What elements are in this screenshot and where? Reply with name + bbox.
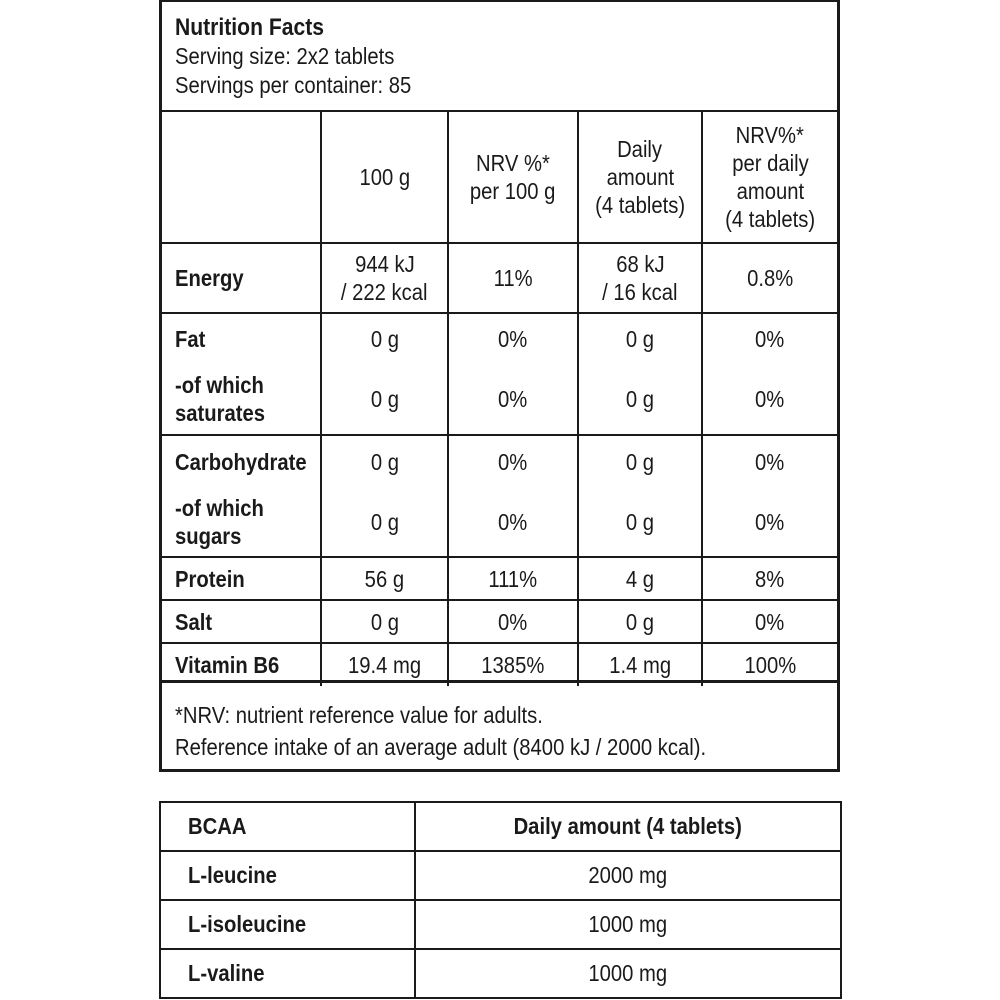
table-cell: 111% — [448, 557, 578, 600]
row-label: Vitamin B6 — [162, 643, 321, 686]
table-cell: 4 g — [578, 557, 702, 600]
footnote-line: Reference intake of an average adult (8400 kJ / 2000 kcal). — [175, 734, 707, 760]
nutrition-table — [162, 112, 837, 686]
column-header: Daily amount (4 tablets) — [578, 112, 702, 243]
table-row — [162, 557, 837, 600]
nrv-footnote — [162, 680, 837, 770]
table-row — [162, 435, 837, 487]
table-cell: 8% — [702, 557, 837, 600]
nutrition-title: Nutrition Facts — [175, 14, 325, 41]
table-cell: 68 kJ / 16 kcal — [578, 243, 702, 313]
table-row — [160, 851, 841, 900]
table-cell: 0% — [702, 313, 837, 363]
bcaa-name-cell: L-valine — [160, 949, 415, 998]
bcaa-name-cell: L-isoleucine — [160, 900, 415, 949]
footnote-line: *NRV: nutrient reference value for adults. — [175, 702, 543, 728]
serving-size: Serving size: 2x2 tablets — [175, 43, 395, 69]
table-row — [162, 487, 837, 557]
table-cell: 0% — [448, 313, 578, 363]
table-row — [160, 949, 841, 998]
servings-per-container: Servings per container: 85 — [175, 72, 412, 98]
table-cell: 0% — [702, 435, 837, 487]
nutrition-facts-panel — [159, 0, 840, 772]
table-cell: 11% — [448, 243, 578, 313]
bcaa-table — [159, 801, 842, 999]
table-cell: 0% — [702, 363, 837, 435]
column-header: 100 g — [321, 112, 448, 243]
bcaa-header-row — [160, 802, 841, 851]
table-cell: 0% — [448, 363, 578, 435]
table-cell: 56 g — [321, 557, 448, 600]
table-cell: 0% — [448, 435, 578, 487]
bcaa-value-cell: 1000 mg — [415, 949, 841, 998]
table-row — [162, 313, 837, 363]
table-cell: 1385% — [448, 643, 578, 686]
nutrition-table-header-row — [162, 112, 837, 243]
table-cell: 0.8% — [702, 243, 837, 313]
row-label: Salt — [162, 600, 321, 643]
table-cell: 0 g — [321, 435, 448, 487]
row-label: Protein — [162, 557, 321, 600]
header-empty-cell — [162, 112, 321, 243]
table-cell: 944 kJ / 222 kcal — [321, 243, 448, 313]
table-cell: 0% — [448, 487, 578, 557]
table-cell: 19.4 mg — [321, 643, 448, 686]
row-label: -of which saturates — [175, 371, 266, 426]
table-cell: 0 g — [578, 435, 702, 487]
table-row — [162, 363, 837, 435]
column-header: NRV%* per daily amount (4 tablets) — [702, 112, 837, 243]
table-cell: 0% — [702, 600, 837, 643]
table-cell: 0 g — [321, 600, 448, 643]
table-row — [160, 900, 841, 949]
bcaa-name-cell: L-leucine — [160, 851, 415, 900]
bcaa-header-cell: BCAA — [160, 802, 415, 851]
bcaa-header-cell: Daily amount (4 tablets) — [415, 802, 841, 851]
bcaa-value-cell: 2000 mg — [415, 851, 841, 900]
table-row — [162, 600, 837, 643]
row-label: -of which sugars — [175, 494, 264, 549]
table-cell: 0 g — [578, 600, 702, 643]
table-cell: 1.4 mg — [578, 643, 702, 686]
table-cell: 0 g — [321, 487, 448, 557]
row-label: Carbohydrate — [162, 435, 321, 487]
nutrition-header — [162, 2, 837, 112]
row-label: Fat — [162, 313, 321, 363]
row-label: Energy — [162, 243, 321, 313]
bcaa-value-cell: 1000 mg — [415, 900, 841, 949]
column-header: NRV %* per 100 g — [448, 112, 578, 243]
table-cell: 100% — [702, 643, 837, 686]
table-cell: 0% — [448, 600, 578, 643]
table-cell: 0 g — [578, 313, 702, 363]
table-cell: 0 g — [578, 487, 702, 557]
table-cell: 0% — [702, 487, 837, 557]
table-cell: 0 g — [321, 313, 448, 363]
table-cell: 0 g — [578, 363, 702, 435]
table-row — [162, 243, 837, 313]
table-cell: 0 g — [321, 363, 448, 435]
